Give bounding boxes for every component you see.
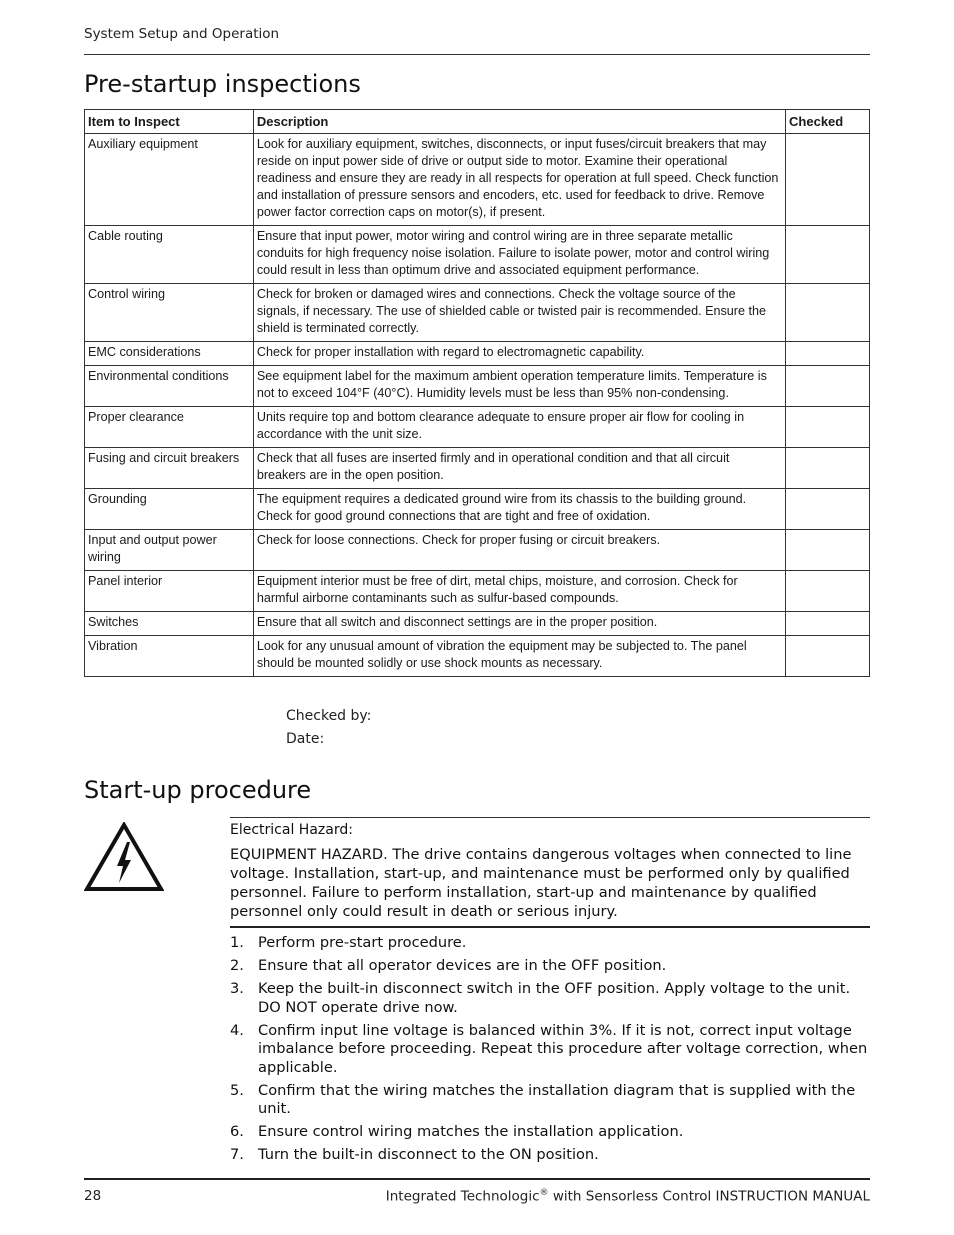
step-number: 3. xyxy=(230,980,244,997)
step-text: Turn the built-in disconnect to the ON position. xyxy=(258,1146,599,1163)
step-text: Confirm input line voltage is balanced within 3%. If it is not, correct input voltage imbalance before proceeding. Repeat this procedure after voltage correction, when applicable. xyxy=(258,1021,868,1076)
startup-steps-list xyxy=(230,934,870,1169)
list-item xyxy=(230,957,870,976)
step-number: 7. xyxy=(230,1146,244,1163)
warning-top-rule xyxy=(230,817,870,818)
warning-bottom-rule xyxy=(230,926,870,928)
cell-checked xyxy=(786,226,870,284)
step-number: 4. xyxy=(230,1021,244,1039)
cell-description: Look for any unusual amount of vibration the equipment may be subjected to. The panel should be mounted solidly or use shock mounts as necessary. xyxy=(253,636,785,677)
step-text: Confirm that the wiring matches the installation diagram that is supplied with the unit. xyxy=(258,1081,856,1117)
manual-title xyxy=(386,1188,870,1205)
checked-by-label: Checked by: xyxy=(286,708,372,724)
cell-description: Check that all fuses are inserted firmly and in operational condition and that all circuit breakers are in the open position. xyxy=(253,448,785,489)
step-text: Ensure that all operator devices are in the OFF position. xyxy=(258,957,667,974)
cell-checked xyxy=(786,530,870,571)
step-number: 2. xyxy=(230,957,244,974)
section-title-inspections: Pre-startup inspections xyxy=(84,70,361,98)
cell-description: Ensure that all switch and disconnect settings are in the proper position. xyxy=(253,612,785,636)
cell-description: See equipment label for the maximum ambient operation temperature limits. Temperature is not to exceed 104°F (40°C). Humidity levels must be less than 95% non-condensing. xyxy=(253,366,785,407)
cell-description: Look for auxiliary equipment, switches, disconnects, or input fuses/circuit breakers that may reside on input power side of drive or output side to motor. Examine their operational readiness and ensure they are ready in all respects for operation at full speed. Check function and installation of pressure sensors and encoders, etc. used for feedback to drive. Remove power factor correction caps on motor(s), if present. xyxy=(253,134,785,226)
step-text: Perform pre-start procedure. xyxy=(258,934,467,951)
list-item xyxy=(230,1022,870,1078)
cell-item: Proper clearance xyxy=(85,407,254,448)
cell-item: Fusing and circuit breakers xyxy=(85,448,254,489)
column-header: Checked xyxy=(786,110,870,134)
cell-checked xyxy=(786,284,870,342)
table-row xyxy=(85,448,870,489)
header-divider xyxy=(84,54,870,55)
cell-item: EMC considerations xyxy=(85,342,254,366)
table-row xyxy=(85,636,870,677)
list-item xyxy=(230,1146,870,1165)
cell-item: Cable routing xyxy=(85,226,254,284)
date-label: Date: xyxy=(286,731,325,747)
cell-checked xyxy=(786,407,870,448)
cell-description: Check for proper installation with regard to electromagnetic capability. xyxy=(253,342,785,366)
column-header: Description xyxy=(253,110,785,134)
inspection-table xyxy=(84,109,870,677)
list-item xyxy=(230,934,870,953)
cell-checked xyxy=(786,612,870,636)
table-row xyxy=(85,342,870,366)
warning-body: EQUIPMENT HAZARD. The drive contains dangerous voltages when connected to line voltage. Installation, start-up, and maintenance must be performed only by qualified personnel. Failure to perform installation, start-up and maintenance by qualified personnel only could result in death or serious injury. xyxy=(230,846,852,920)
cell-item: Panel interior xyxy=(85,571,254,612)
table-row xyxy=(85,226,870,284)
inspection-table-body xyxy=(85,134,870,677)
list-item xyxy=(230,1123,870,1142)
cell-description: The equipment requires a dedicated ground wire from its chassis to the building ground. Check for good ground connections that are tight and free of oxidation. xyxy=(253,489,785,530)
table-row xyxy=(85,407,870,448)
cell-item: Environmental conditions xyxy=(85,366,254,407)
cell-item: Control wiring xyxy=(85,284,254,342)
cell-item: Grounding xyxy=(85,489,254,530)
cell-checked xyxy=(786,134,870,226)
step-number: 6. xyxy=(230,1123,244,1140)
cell-description: Equipment interior must be free of dirt, metal chips, moisture, and corrosion. Check for harmful airborne contaminants such as sulfur-based compounds. xyxy=(253,571,785,612)
list-item xyxy=(230,1082,870,1119)
step-text: Keep the built-in disconnect switch in the OFF position. Apply voltage to the unit. DO NOT operate drive now. xyxy=(258,980,851,1016)
cell-description: Check for broken or damaged wires and connections. Check the voltage source of the signals, if necessary. The use of shielded cable or twisted pair is recommended. Ensure the shield is terminated correctly. xyxy=(253,284,785,342)
warning-title: Electrical Hazard: xyxy=(230,822,353,838)
table-row xyxy=(85,571,870,612)
running-header: System Setup and Operation xyxy=(84,26,280,42)
cell-checked xyxy=(786,489,870,530)
cell-description: Ensure that input power, motor wiring and control wiring are in three separate metallic conduits for high frequency noise isolation. Failure to isolate power, motor and control wiring could result in less than optimum drive and associated equipment performance. xyxy=(253,226,785,284)
cell-checked xyxy=(786,448,870,489)
table-row xyxy=(85,284,870,342)
table-row xyxy=(85,489,870,530)
table-row xyxy=(85,612,870,636)
footer-divider xyxy=(84,1178,870,1180)
page-number: 28 xyxy=(84,1188,102,1204)
electrical-hazard-icon xyxy=(84,822,164,892)
cell-checked xyxy=(786,571,870,612)
table-row xyxy=(85,530,870,571)
cell-checked xyxy=(786,366,870,407)
cell-item: Vibration xyxy=(85,636,254,677)
registered-mark: ® xyxy=(539,1188,549,1198)
cell-item: Switches xyxy=(85,612,254,636)
table-row xyxy=(85,366,870,407)
section-title-startup: Start-up procedure xyxy=(84,776,312,804)
cell-checked xyxy=(786,636,870,677)
table-row xyxy=(85,134,870,226)
manual-title-suffix: with Sensorless Control INSTRUCTION MANUAL xyxy=(548,1188,870,1205)
cell-item: Input and output power wiring xyxy=(85,530,254,571)
list-item xyxy=(230,980,870,1017)
manual-title-prefix: Integrated Technologic xyxy=(385,1188,540,1205)
cell-description: Check for loose connections. Check for proper fusing or circuit breakers. xyxy=(253,530,785,571)
cell-checked xyxy=(786,342,870,366)
step-number: 1. xyxy=(230,934,244,951)
step-number: 5. xyxy=(230,1081,244,1099)
cell-description: Units require top and bottom clearance adequate to ensure proper air flow for cooling in accordance with the unit size. xyxy=(253,407,785,448)
cell-item: Auxiliary equipment xyxy=(85,134,254,226)
column-header: Item to Inspect xyxy=(85,110,254,134)
step-text: Ensure control wiring matches the installation application. xyxy=(258,1123,684,1140)
table-header-row xyxy=(85,110,870,134)
